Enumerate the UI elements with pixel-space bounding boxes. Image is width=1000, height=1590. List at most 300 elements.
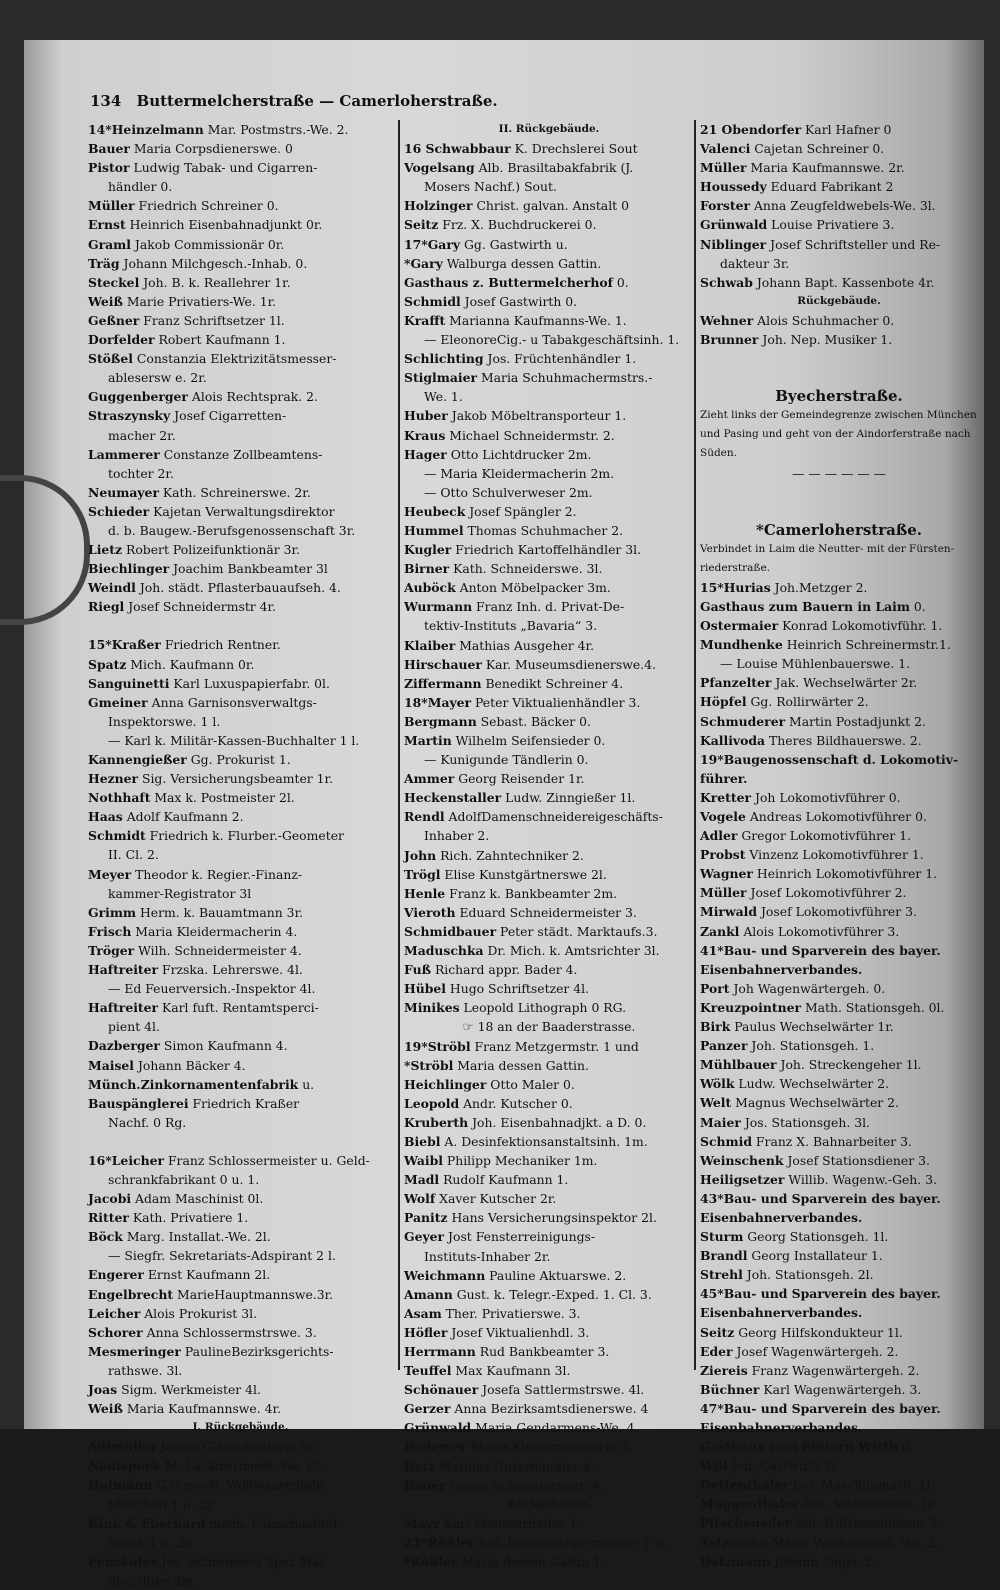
directory-entry [700,845,978,864]
directory-entry [700,1017,978,1036]
directory-entry [700,788,978,807]
entry-details: Joh. Gastwirth 0. [727,1458,838,1474]
directory-entry [88,998,393,1017]
entry-details: kammer-Registrator 3l [108,885,252,901]
entry-details: ablesersw e. 2r. [108,370,207,386]
directory-entry [88,807,393,826]
note-line: ☞ 18 an der Baaderstrasse. [462,1019,636,1035]
entry-details: Heinrich Lokomotivführer 1. [752,866,938,882]
directory-entry [700,1074,978,1093]
directory-entry [700,960,978,979]
directory-entry [88,1170,393,1189]
directory-entry [88,196,393,215]
directory-entry [88,1227,393,1246]
directory-entry [700,330,978,349]
directory-entry [700,1475,978,1494]
entry-details: Theres Bildhauerswe. 2. [765,732,922,748]
entry-name: Kreuzpointner [700,999,802,1015]
directory-entry [88,693,393,712]
directory-entry [700,311,978,330]
entry-name: Tatzmann [700,1534,768,1550]
directory-entry [700,1208,978,1227]
entry-details: Kajetan Verwaltungsdirektor [149,503,335,519]
directory-entry [404,1113,694,1132]
spacer [700,349,978,387]
entry-details: Maria dessen Gattin. [453,1057,589,1073]
directory-entry [404,769,694,788]
entry-name: Teuffel [404,1363,452,1379]
entry-details: Jakob Commissionär 0r. [130,236,285,252]
directory-entry [404,960,694,979]
entry-name: Wolf [404,1191,436,1207]
directory-entry [700,1552,978,1571]
directory-entry [404,1533,694,1552]
directory-entry [404,177,694,196]
entry-details: Lor. Maschinenarb. 1l. [788,1477,935,1493]
entry-name: Lammerer [88,446,160,462]
directory-entry [88,215,393,234]
entry-name: Grimm [88,904,137,920]
entry-details: Joh. B. k. Reallehrer 1r. [139,274,291,290]
entry-details: Josef Viktualienhdl. 3. [447,1324,590,1340]
entry-name: führer. [700,770,748,786]
entry-name: Vogelsang [404,160,475,176]
directory-entry [404,1037,694,1056]
entry-name: Grünwald [700,217,768,233]
entry-name: 19*Ströbl [404,1038,471,1054]
entry-name: 14*Heinzelmann [88,122,204,137]
entry-name: Valenci [700,141,751,157]
entry-details: Joh. städt. Pflasterbauaufseh. 4. [135,580,341,596]
entry-details: Karl fuft. Rentamtsperci- [158,1000,319,1016]
entry-details: Friedrich k. Flurber.-Geometer [145,828,344,844]
entry-details: Jost Fensterreinigungs- [444,1229,596,1245]
entry-name: Eisenbahnerverbandes. [700,1305,863,1321]
directory-entry [700,1513,978,1532]
entry-details: Pauline Aktuarswe. 2. [485,1267,627,1283]
directory-entry [404,750,694,769]
entry-details: Anna Zeugfeldwebels-We. 3l. [750,198,936,214]
entry-name: Auböck [404,580,456,596]
column-1 [88,120,393,1588]
entry-name: Wurmann [404,599,473,615]
street-description: Zieht links der Gemeindegrenze zwischen München [700,409,977,422]
directory-entry [88,1571,393,1590]
entry-details: Heinrich Schreinermstr.1. [782,637,951,653]
entry-name: Weiß [88,293,123,309]
directory-entry [700,1246,978,1265]
directory-entry [404,674,694,693]
entry-name: Ziffermann [404,675,482,691]
entry-details: Kath. Schneiderswe. 3l. [449,561,603,577]
entry-details: fabrik 1 u. 2r. [108,1534,194,1550]
entry-name: Hirschauer [404,656,482,672]
directory-entry [404,1476,694,1495]
entry-details: Franz Schlossermeister u. Geld- [164,1152,370,1168]
entry-name: Dorfelder [88,332,155,348]
entry-name: Engerer [88,1267,144,1283]
directory-entry [88,502,393,521]
entry-name: Vogele [700,809,746,824]
entry-name: Houssedy [700,179,767,195]
entry-name: Martin [404,733,452,748]
entry-name: Huber [404,408,448,424]
entry-name: Waibl [404,1153,443,1169]
directory-entry [88,884,393,903]
entry-details: Franz Metzgermstr. 1 und [470,1038,639,1054]
entry-name: Heckenstaller [404,790,502,806]
directory-entry [88,120,393,139]
entry-details: Gg. Prokurist 1. [186,752,291,767]
entry-name: Sanguinetti [88,675,170,691]
entry-details: Anna Garnisonsverwaltgs- [147,694,317,710]
entry-name: Zankl [700,923,740,939]
entry-details: Frz. X. Buchdruckerei 0. [438,217,597,233]
entry-name: Leicher [88,1305,141,1321]
entry-details: PaulineBezirksgerichts- [180,1343,334,1359]
entry-name: Joas [88,1382,118,1397]
entry-details: Kar. Museumsdienerswe.4. [481,656,656,672]
directory-entry [88,922,393,941]
entry-name: Maier [700,1114,741,1130]
entry-details: macher 2r. [108,427,176,443]
directory-entry [88,1151,393,1170]
directory-entry [404,387,694,406]
column-divider [694,120,696,1370]
entry-details: Constanzia Elektrizitätsmesser- [132,351,337,367]
entry-name: Frisch [88,923,132,939]
entry-details: — Ed Feuerversich.-Inspektor 4l. [108,981,316,997]
directory-entry [404,426,694,445]
directory-entry [404,368,694,387]
entry-details: Inspektorswe. 1 l. [108,713,221,729]
directory-entry [88,368,393,387]
directory-entry [700,597,978,616]
entry-name: Hübel [404,981,446,997]
entry-name: Weindl [88,580,136,596]
entry-name: Heiligsetzer [700,1171,785,1187]
entry-details: Johann Bäcker 4. [134,1057,246,1073]
entry-details: Adolf Kaufmann 2. [122,809,244,825]
entry-details: Josef Cigarretten- [170,408,287,424]
entry-name: Nothhaft [88,790,151,806]
entry-details: Sebast. Bäcker 0. [476,713,591,729]
directory-entry [88,1323,393,1342]
directory-entry [88,826,393,845]
directory-entry [404,1323,694,1342]
directory-entry [88,540,393,559]
entry-name: Birner [404,561,450,577]
entry-details: Robert Polizeifunktionär 3r. [122,542,301,558]
entry-details: Theodor k. Regier.-Finanz- [131,866,303,882]
directory-entry [404,807,694,826]
entry-name: Maduschka [404,943,484,959]
directory-entry [404,406,694,425]
entry-name: *Rößler [404,1554,458,1570]
directory-entry [700,1323,978,1342]
entry-details: Robert Kaufmann 1. [154,332,286,348]
entry-name: Lietz [88,542,123,558]
entry-name: Mirwald [700,904,758,920]
directory-entry [88,1285,393,1304]
directory-entry [700,578,978,597]
directory-entry [88,1380,393,1399]
entry-name: Kruberth [404,1114,469,1130]
entry-details: Otto Lichtdrucker 2m. [446,446,592,462]
column-divider [398,120,400,1370]
entry-name: 21*Rößler [404,1534,475,1550]
entry-name: Vieroth [404,904,456,920]
entry-name: Datzmann [700,1553,771,1569]
entry-name: Dettenthaler [700,1477,789,1493]
directory-entry [88,273,393,292]
directory-entry [700,215,978,234]
entry-details: Ludw. Wechselwärter 2. [734,1076,890,1092]
entry-details: G.F. mech. Wollwaarenfabr [152,1477,326,1493]
entry-name: 47*Bau- und Sparverein des bayer. [700,1400,941,1416]
directory-entry [88,1246,393,1265]
entry-details: Franz X. Bahnarbeiter 3. [751,1133,912,1149]
directory-entry [700,1036,978,1055]
entry-name: Gerzer [404,1401,451,1417]
entry-name: Meyer [88,866,132,882]
entry-name: Eisenbahnerverbandes. [700,961,863,977]
entry-details: Anna Bezirksamtsdienerswe. 4 [450,1401,649,1417]
entry-name: Hummel [404,522,464,538]
directory-entry [404,788,694,807]
entry-name: Schieder [88,503,150,519]
entry-details: Franz Schriftsetzer 1l. [139,312,285,328]
entry-name: Haftreiter [88,1000,159,1016]
directory-entry [88,597,393,616]
directory-entry [700,673,978,692]
entry-name: Schmidl [404,293,461,309]
entry-name: Kink & Eberhard [88,1515,206,1531]
street-description: und Pasing und geht von der Aindorferstraße nach [700,428,971,441]
entry-details: dakteur 3r. [720,255,790,271]
entry-details: Josefa Sattlermstrswe. 4l. [478,1382,645,1398]
entry-details: Friedrich Kraßer [188,1095,300,1111]
directory-entry [404,1285,694,1304]
entry-details: München 1 u. 2r. [108,1496,215,1512]
entry-details: schrankfabrikant 0 u. 1. [108,1171,260,1187]
directory-entry [700,883,978,902]
entry-name: Engelbrecht [88,1286,174,1302]
entry-name: John [404,847,437,863]
entry-name: Mayr [404,1515,440,1531]
section-heading: Rückgebäude. [797,294,881,307]
entry-name: 21 Obendorfer [700,122,802,137]
entry-details: Leopold Lithograph 0 RG. [459,1000,627,1016]
entry-details: Alb. Brasiltabakfabrik (J. [474,160,634,176]
directory-entry [700,1303,978,1322]
directory-entry [700,1170,978,1189]
entry-details: Josef Spängler 2. [465,503,577,519]
entry-details: Christ. galvan. Anstalt 0 [472,198,629,214]
entry-details: Georg Reisender 1r. [454,771,585,787]
street-description: riederstraße. [700,561,770,574]
entry-name: Henle [404,885,446,901]
entry-details: Friedrich Rentner. [160,637,281,653]
entry-name: Adlmüller [88,1439,157,1455]
entry-name: Brandl [700,1248,748,1264]
entry-name: Schorer [88,1324,143,1340]
directory-entry [404,1075,694,1094]
entry-details: Maria Kaufmannswe. 2r. [746,160,905,176]
entry-name: Krafft [404,312,446,328]
directory-entry [88,464,393,483]
entry-details: Konrad Lokomotivführ. 1. [778,618,943,634]
entry-name: Heichlinger [404,1076,487,1092]
entry-name: Ostermaier [700,618,779,634]
entry-details: Joh. Streckengeher 1l. [776,1057,922,1073]
entry-details: Vinzenz Lokomotivführer 1. [745,847,924,863]
directory-entry [88,139,393,158]
directory-entry [88,235,393,254]
entry-name: 45*Bau- und Sparverein des bayer. [700,1286,941,1302]
entry-details: Rich. Zahntechniker 2. [436,847,584,863]
entry-name: Hofmann [88,1477,153,1493]
entry-details: Jos. Schreinerei Spez.Mal- [157,1553,328,1569]
entry-details: Nachf. 0 Rg. [108,1114,187,1130]
directory-entry [404,1056,694,1075]
entry-name: Ammer [404,771,455,787]
entry-details: tektiv-Instituts „Bavaria“ 3. [424,618,598,634]
directory-entry [404,826,694,845]
entry-name: Holzinger [404,198,473,214]
entry-name: 18*Mayer [404,694,472,710]
directory-entry [404,1247,694,1266]
entry-name: Schmid [700,1133,752,1149]
entry-name: Birk [700,1019,731,1035]
entry-name: Müller [88,198,135,214]
entry-details: mech. Falzschachtel- [205,1515,342,1531]
entry-name: Ritter [88,1210,129,1226]
entry-details: Benedikt Schreiner 4. [481,675,624,691]
entry-details: händler 0. [108,179,173,195]
entry-name: Leopold [404,1095,460,1111]
entry-details: Joh. Stationsgeh. 2l. [742,1267,874,1283]
entry-details: Jos. Früchtenhändler 1. [483,351,637,367]
directory-entry [404,235,694,254]
entry-name: Schmidt [88,828,146,844]
entry-name: Ziereis [700,1362,748,1378]
directory-entry [404,483,694,502]
entry-details: Inhaber 2. [424,828,490,844]
directory-entry [404,215,694,234]
entry-name: Müller [700,160,747,176]
entry-details: A. Desinfektionsanstaltsinh. 1m. [440,1133,648,1149]
directory-entry [404,903,694,922]
entry-details: Thomas Schuhmacher 2. [463,522,624,538]
directory-entry [88,1533,393,1552]
section-heading: Rückgebäude. [507,1497,591,1510]
entry-name: Muggenthaler [700,1496,799,1512]
entry-details: Joh.Metzger 2. [770,579,868,595]
entry-details: Josef Schriftsteller und Re- [766,236,941,252]
directory-entry [700,654,978,673]
directory-entry [404,330,694,349]
entry-details: Ant. Stationsdien. 1r. [798,1496,936,1512]
directory-entry [700,922,978,941]
entry-details: Wilh. Schneidermeister 4. [134,942,302,958]
entry-name: Seitz [404,217,439,233]
directory-entry [404,292,694,311]
entry-name: Straszynsky [88,408,171,424]
directory-entry [404,1132,694,1151]
directory-entry [88,1342,393,1361]
directory-entry [88,941,393,960]
entry-details: Math. Stationsgeh. 0l. [801,999,945,1015]
directory-entry [404,998,694,1017]
entry-details: Mosers Nachf.) Sout. [424,179,557,195]
entry-details: K. Drechslerei Sout [510,141,638,157]
entry-details: — EleonoreCig.- u Tabakgeschäftsinh. 1. [424,332,680,348]
entry-details: d. b. Baugew.-Berufsgenossenschaft 3r. [108,522,356,538]
entry-name: *Ströbl [404,1057,454,1073]
entry-details: Joh. Eisenbahnadjkt. a D. 0. [468,1114,647,1130]
entry-details: Gg. Gastwirth u. [460,236,568,252]
entry-details: Maria Kleidermacherin 4. [131,923,298,939]
entry-details: Jos. Stationsgeh. 3l. [740,1114,870,1130]
directory-entry [404,349,694,368]
directory-entry [700,1342,978,1361]
entry-details: Alb. Hilfskondukteur 2. [791,1515,942,1531]
directory-entry [88,483,393,502]
entry-name: Geyer [404,1229,445,1245]
directory-entry [88,1304,393,1323]
directory-entry [88,750,393,769]
entry-details: Marianna Kaufmanns-We. 1. [445,312,627,328]
entry-name: Haftreiter [88,962,159,978]
entry-details: Josef Lokomotivführer 2. [746,885,907,901]
entry-name: Mühlbauer [700,1057,777,1073]
directory-entry [700,158,978,177]
directory-entry [88,177,393,196]
entry-details: Frzska. Lehrerswe. 4l. [158,962,303,978]
directory-entry [700,1189,978,1208]
directory-entry [88,635,393,654]
directory-entry [88,960,393,979]
directory-entry [404,445,694,464]
entry-name: 19*Baugenossenschaft d. Lokomotiv- [700,751,959,767]
entry-details: Maria Wechselwärt.-We. 2. [767,1534,940,1550]
directory-entry [88,788,393,807]
entry-details: Walburga dessen Gattin. [442,255,602,271]
spacer [88,616,393,635]
directory-entry [404,540,694,559]
entry-details: Joh Wagenwärtergeh. 0. [729,980,886,996]
entry-name: Fuß [404,962,432,978]
directory-entry [404,1266,694,1285]
entry-name: Stiglmaier [404,370,478,386]
directory-entry [700,1227,978,1246]
directory-entry [700,750,978,769]
directory-entry [700,1132,978,1151]
entry-details: Rud Bankbeamter 3. [475,1344,610,1359]
entry-name: 41*Bau- und Sparverein des bayer. [700,942,941,958]
entry-name: Gmeiner [88,694,148,710]
entry-details: Hans Versicherungsinspektor 2l. [447,1210,657,1226]
entry-details: We. 1. [424,389,463,405]
street-description: Verbindet in Laim die Neutter- mit der Fürsten- [700,542,955,555]
street-heading: Byecherstraße. [775,387,903,406]
directory-entry [88,578,393,597]
entry-details: Kath. Privatiere 1. [128,1210,249,1226]
directory-entry [700,941,978,960]
entry-details: Alois Schuhmacher 0. [753,312,895,328]
entry-details: Ther. Privatierswe. 3. [441,1305,581,1321]
